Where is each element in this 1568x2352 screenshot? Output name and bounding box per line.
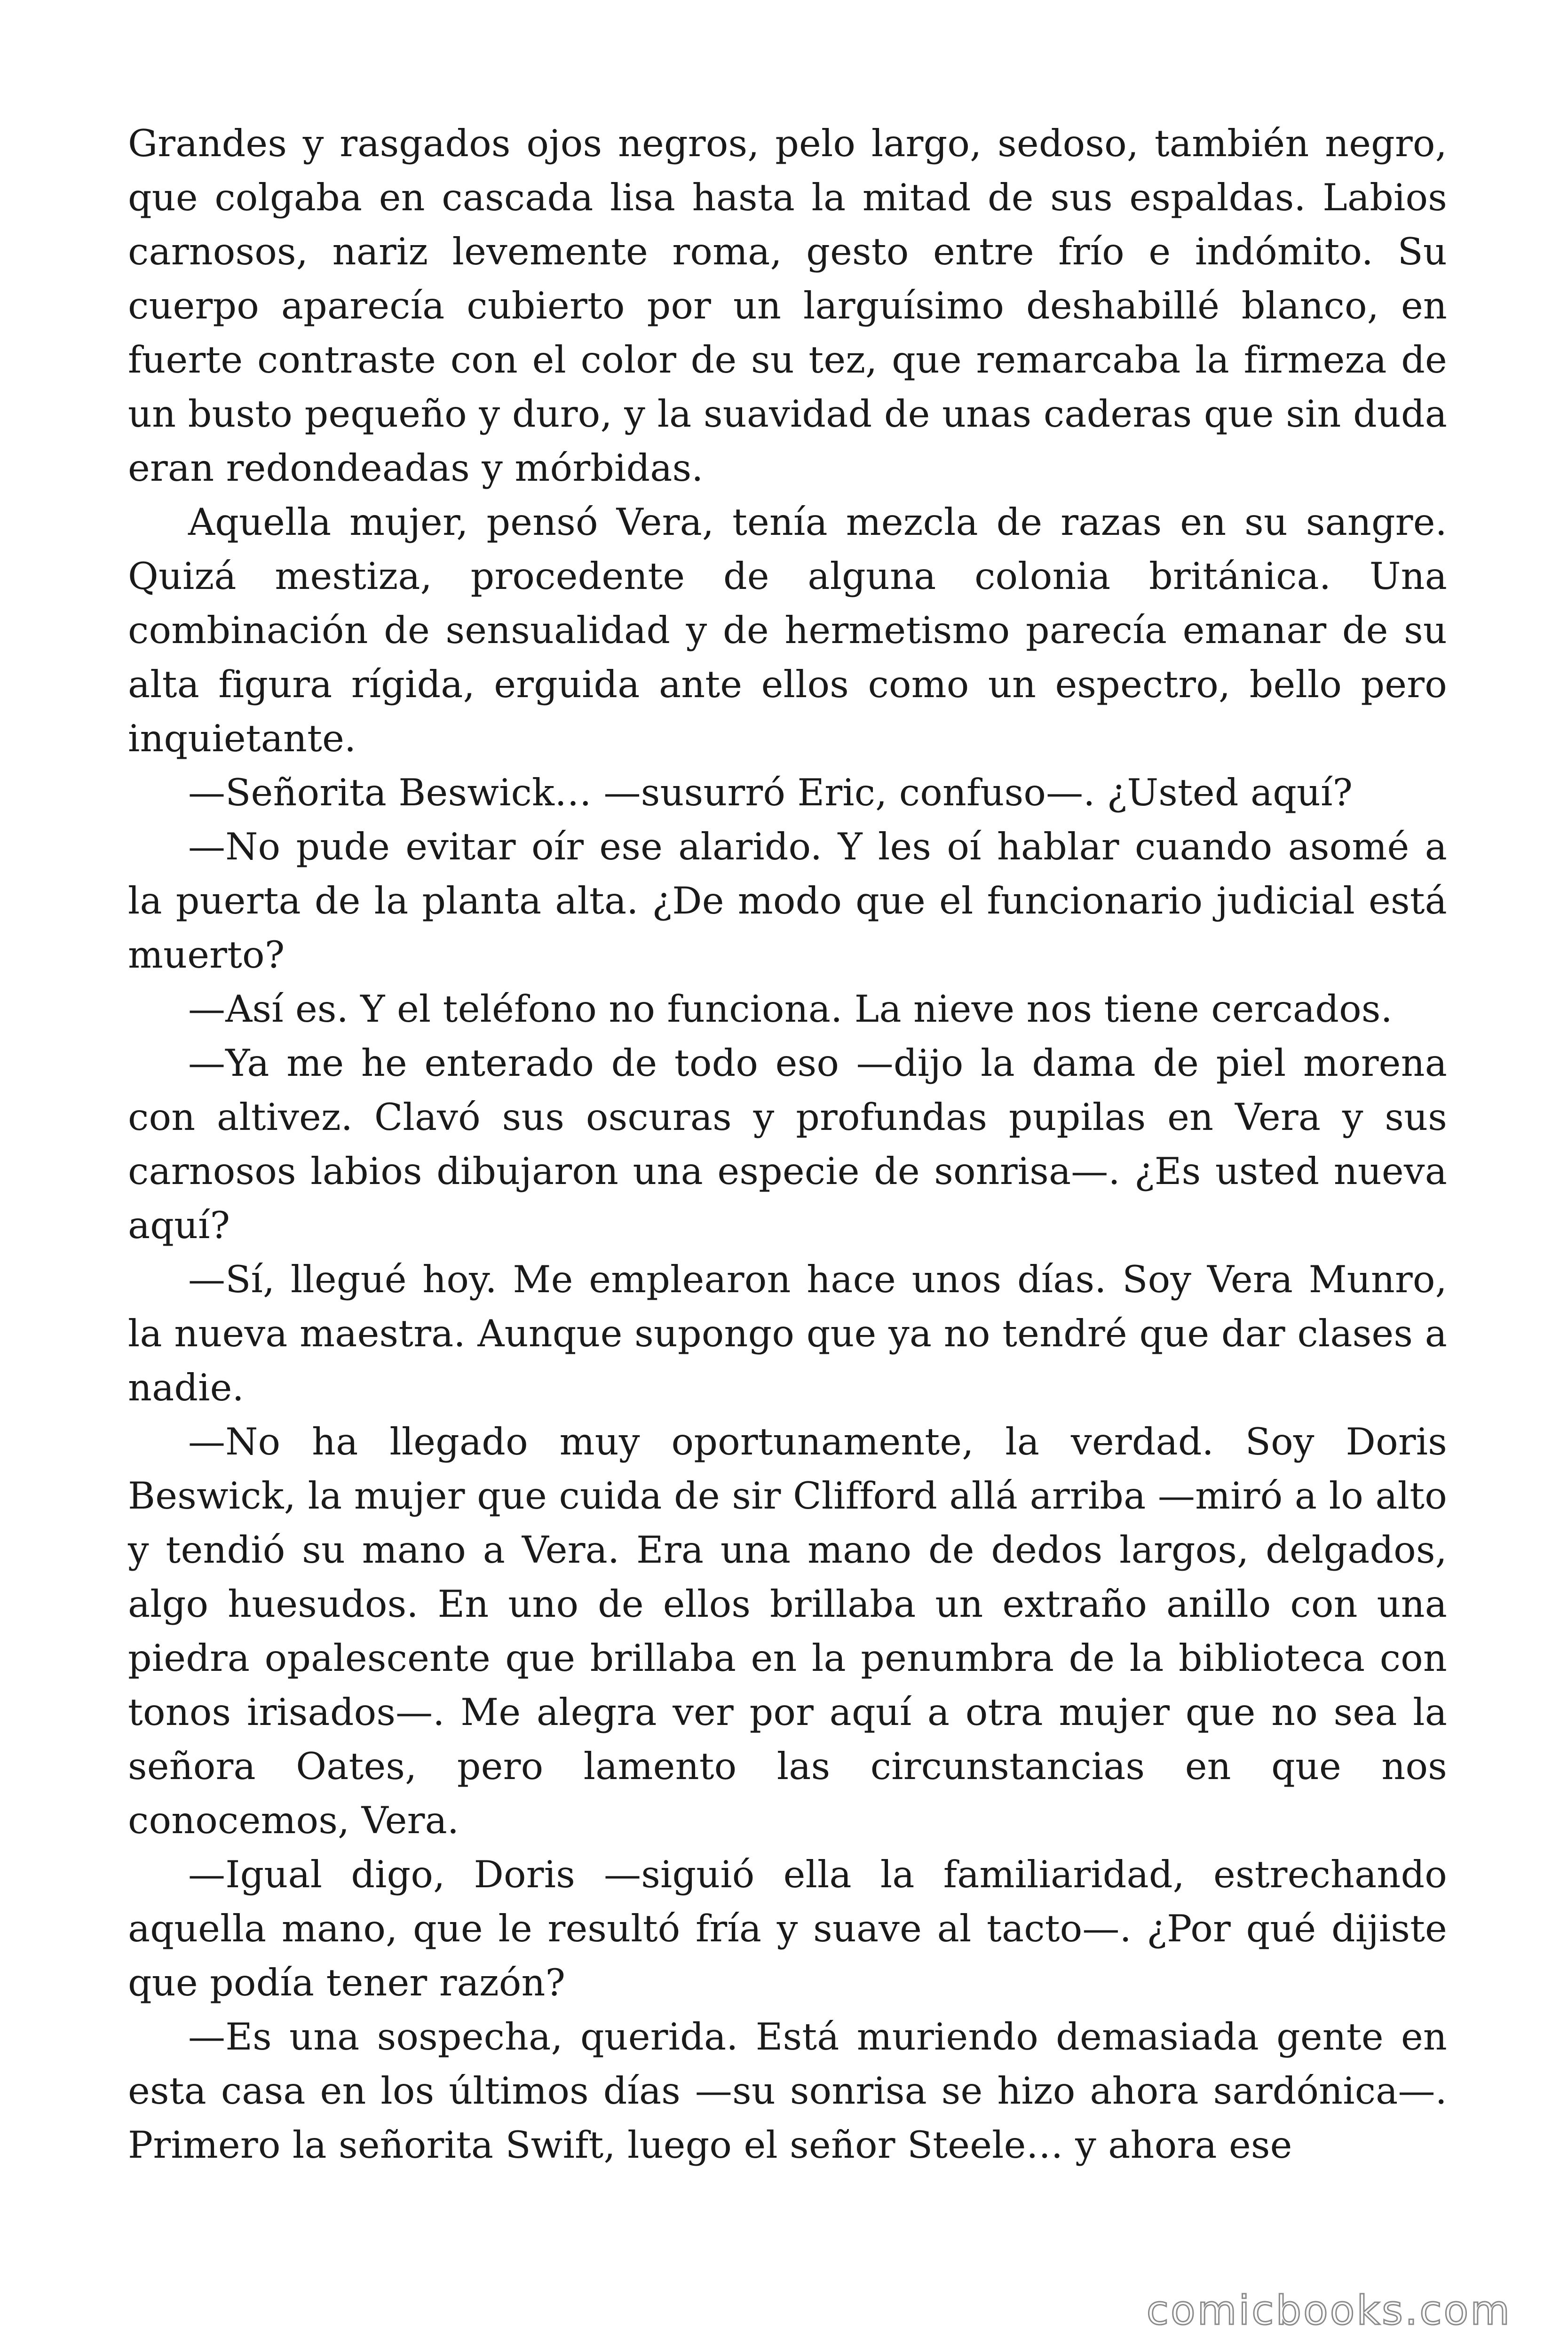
watermark: comicbooks.com xyxy=(1146,2287,1512,2334)
paragraph-3: —Señorita Beswick… —susurró Eric, confuso—. ¿Usted aquí? xyxy=(188,771,1353,814)
paragraph-7: —Sí, llegué hoy. Me emplearon hace unos días. Soy Vera Munro, la nueva maestra. Aunque supongo que ya no tendré que dar clases a nadie. xyxy=(128,1258,1447,1409)
book-page-text xyxy=(128,117,1447,2172)
paragraph-5: —Así es. Y el teléfono no funciona. La nieve nos tiene cercados. xyxy=(188,987,1393,1031)
paragraph-1: Grandes y rasgados ojos negros, pelo largo, sedoso, también negro, que colgaba en cascada lisa hasta la mitad de sus espaldas. Labios carnosos, nariz levemente roma, gesto entre frío e indómito. Su cuerpo aparecía cubierto por un larguísimo deshabillé blanco, en fuerte contraste con el color de su tez, que remarcaba la firmeza de un busto pequeño y duro, y la suavidad de unas caderas que sin duda eran redondeadas y mórbidas. xyxy=(128,122,1447,490)
paragraph-9: —Igual digo, Doris —siguió ella la familiaridad, estrechando aquella mano, que le resultó fría y suave al tacto—. ¿Por qué dijiste que podía tener razón? xyxy=(128,1853,1447,2004)
paragraph-8: —No ha llegado muy oportunamente, la verdad. Soy Doris Beswick, la mujer que cuida de sir Clifford allá arriba —miró a lo alto y tendió su mano a Vera. Era una mano de dedos largos, delgados, algo huesudos. En uno de ellos brillaba un extraño anillo con una piedra opalescente que brillaba en la penumbra de la biblioteca con tonos irisados—. Me alegra ver por aquí a otra mujer que no sea la señora Oates, pero lamento las circunstancias en que nos conocemos, Vera. xyxy=(128,1420,1447,1842)
paragraph-4: —No pude evitar oír ese alarido. Y les oí hablar cuando asomé a la puerta de la planta alta. ¿De modo que el funcionario judicial está muerto? xyxy=(128,825,1447,977)
paragraph-6: —Ya me he enterado de todo eso —dijo la dama de piel morena con altivez. Clavó sus oscuras y profundas pupilas en Vera y sus carnosos labios dibujaron una especie de sonrisa—. ¿Es usted nueva aquí? xyxy=(128,1041,1447,1247)
paragraph-2: Aquella mujer, pensó Vera, tenía mezcla de razas en su sangre. Quizá mestiza, procedente de alguna colonia británica. Una combinación de sensualidad y de hermetismo parecía emanar de su alta figura rígida, erguida ante ellos como un espectro, bello pero inquietante. xyxy=(128,501,1447,760)
paragraph-10: —Es una sospecha, querida. Está muriendo demasiada gente en esta casa en los últimos días —su sonrisa se hizo ahora sardónica—. Primero la señorita Swift, luego el señor Steele… y ahora ese xyxy=(128,2015,1447,2167)
